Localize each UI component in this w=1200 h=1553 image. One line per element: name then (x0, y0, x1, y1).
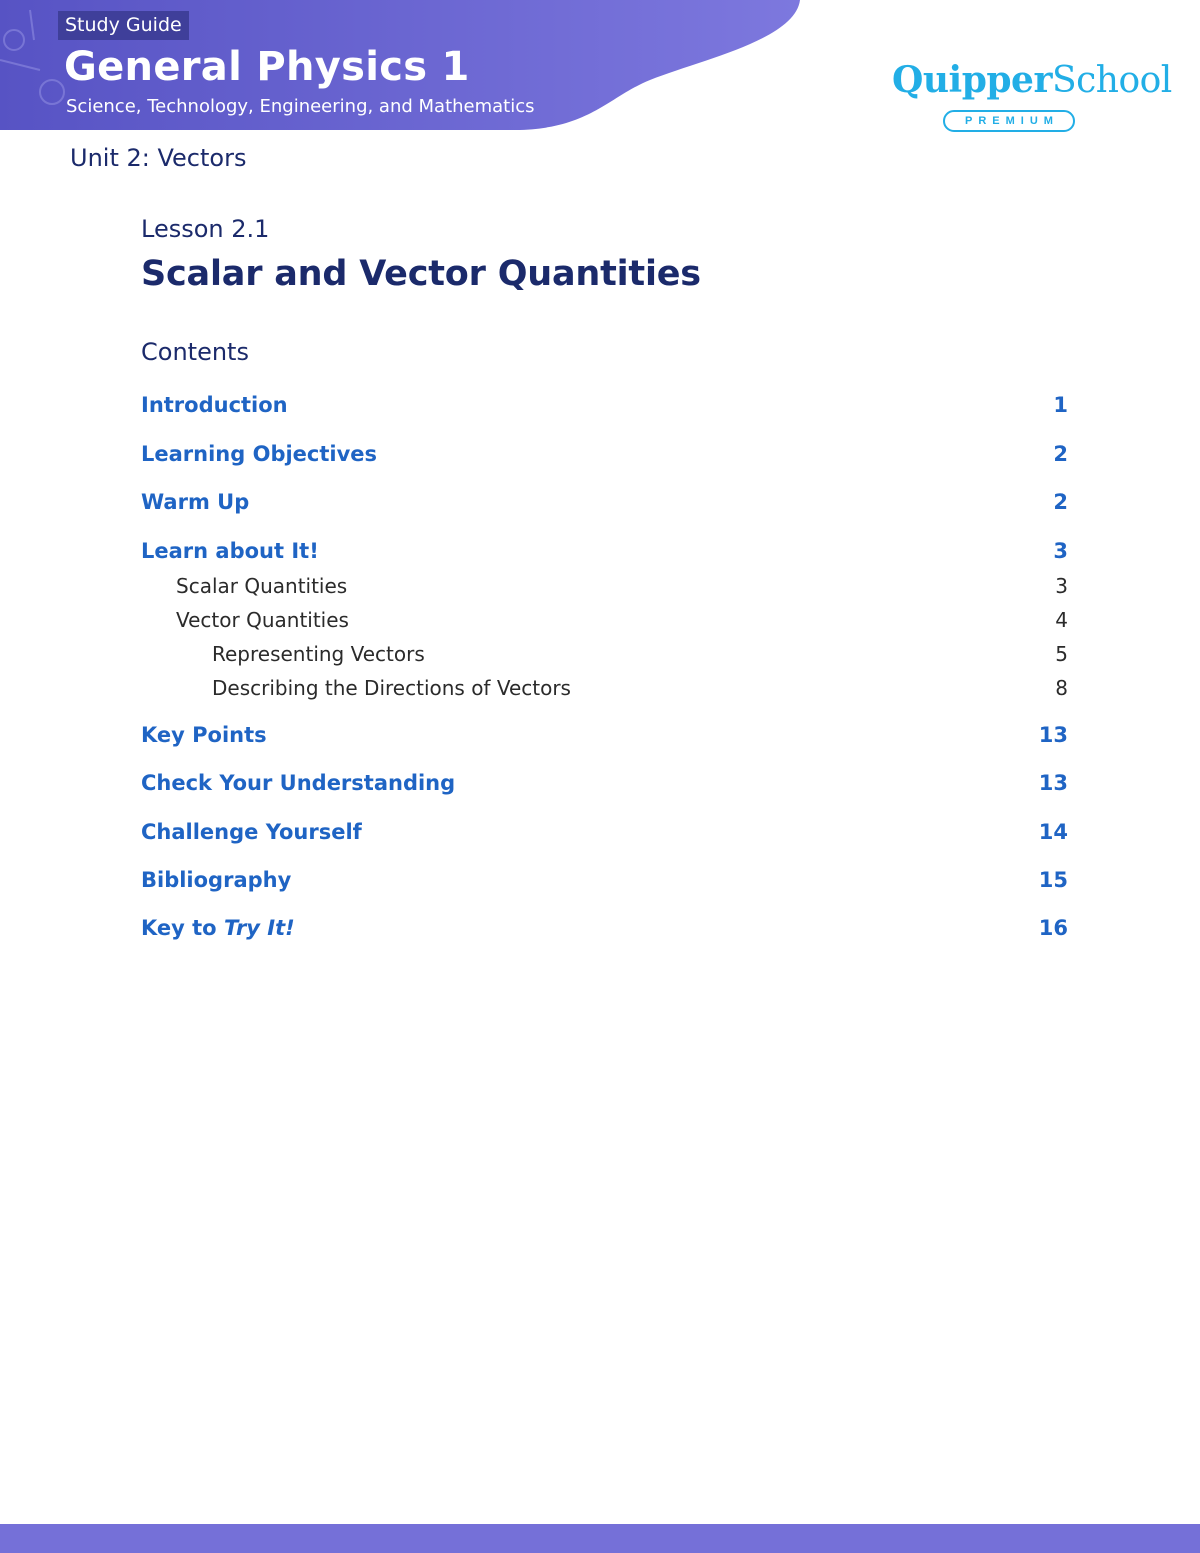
toc-entry-bibliography[interactable]: Bibliography 15 (141, 868, 1068, 892)
course-subtitle: Science, Technology, Engineering, and Mathematics (66, 96, 535, 117)
toc-page-number: 3 (1053, 539, 1068, 563)
toc-entry-representing-vectors[interactable]: Representing Vectors 5 (212, 642, 1068, 666)
toc-entry-warm-up[interactable]: Warm Up 2 (141, 490, 1068, 514)
toc-page-number: 13 (1038, 723, 1068, 747)
lesson-title: Scalar and Vector Quantities (141, 254, 701, 294)
toc-page-number: 16 (1038, 916, 1068, 940)
toc-page-number: 2 (1053, 490, 1068, 514)
toc-page-number: 2 (1053, 442, 1068, 466)
toc-entry-describing-directions[interactable]: Describing the Directions of Vectors 8 (212, 676, 1068, 700)
toc-entry-learn-about-it[interactable]: Learn about It! 3 (141, 539, 1068, 563)
footer-band (0, 1524, 1200, 1553)
toc-page-number: 14 (1038, 820, 1068, 844)
toc-page-number: 3 (1055, 574, 1068, 598)
toc-entry-vector-quantities[interactable]: Vector Quantities 4 (176, 608, 1068, 632)
toc-entry-challenge-yourself[interactable]: Challenge Yourself 14 (141, 820, 1068, 844)
toc-entry-key-points[interactable]: Key Points 13 (141, 723, 1068, 747)
logo-wordmark: QuipperSchool (892, 59, 1172, 101)
unit-title: Unit 2: Vectors (70, 144, 247, 172)
toc-page-number: 13 (1038, 771, 1068, 795)
toc-entry-learning-objectives[interactable]: Learning Objectives 2 (141, 442, 1068, 466)
study-guide-badge: Study Guide (58, 11, 189, 40)
toc-page-number: 8 (1055, 676, 1068, 700)
toc-page-number: 4 (1055, 608, 1068, 632)
toc-entry-introduction[interactable]: Introduction 1 (141, 393, 1068, 417)
course-title: General Physics 1 (64, 44, 470, 90)
toc-page-number: 15 (1038, 868, 1068, 892)
contents-heading: Contents (141, 338, 249, 366)
toc-entry-check-your-understanding[interactable]: Check Your Understanding 13 (141, 771, 1068, 795)
toc-page-number: 1 (1053, 393, 1068, 417)
lesson-label: Lesson 2.1 (141, 215, 270, 243)
quipper-school-logo (892, 58, 1172, 138)
toc-page-number: 5 (1055, 642, 1068, 666)
toc-entry-key-to-try-it[interactable]: Key to Try It! 16 (141, 916, 1068, 940)
premium-badge: PREMIUM (943, 110, 1075, 132)
toc-entry-scalar-quantities[interactable]: Scalar Quantities 3 (176, 574, 1068, 598)
